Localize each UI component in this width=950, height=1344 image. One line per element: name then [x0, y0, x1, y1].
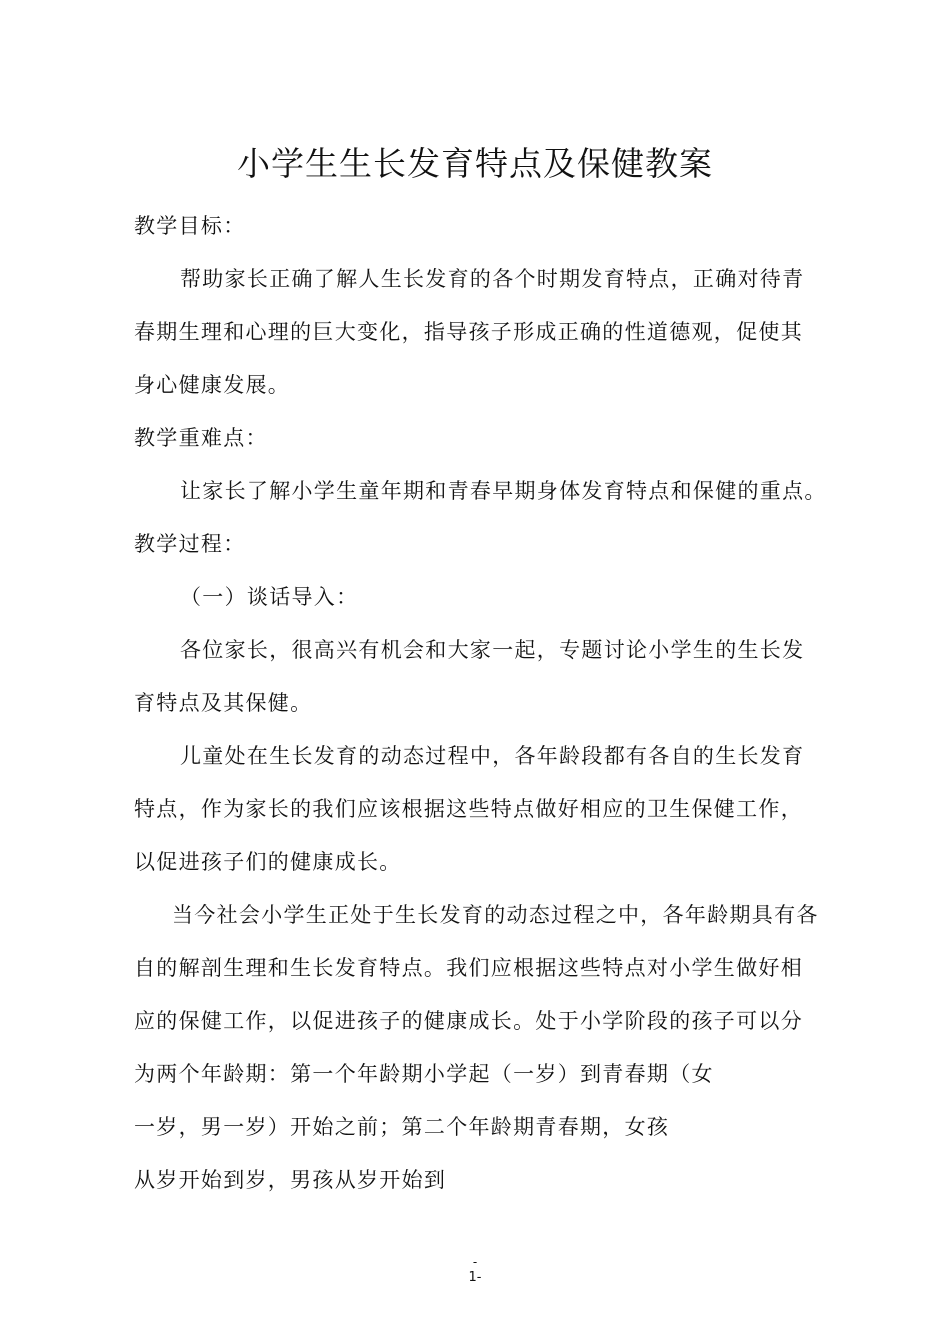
- paragraph-line: 帮助家长正确了解人生长发育的各个时期发育特点，正确对待青: [180, 267, 805, 291]
- paragraph-line: 自的解剖生理和生长发育特点。我们应根据这些特点对小学生做好相: [134, 956, 803, 980]
- paragraph-line: 育特点及其保健。: [134, 691, 313, 715]
- footer-dash: -: [472, 1255, 478, 1269]
- paragraph-line: 身心健康发展。: [134, 373, 291, 397]
- paragraph-line: 当今社会小学生正处于生长发育的动态过程之中，各年龄期具有各: [172, 903, 819, 927]
- paragraph-line: 应的保健工作，以促进孩子的健康成长。处于小学阶段的孩子可以分: [134, 1009, 803, 1033]
- paragraph-line: 一岁，男一岁）开始之前；第二个年龄期青春期，女孩: [134, 1115, 670, 1139]
- paragraph-line: 让家长了解小学生童年期和青春早期身体发育特点和保健的重点。: [180, 479, 827, 503]
- paragraph-line: 各位家长，很高兴有机会和大家一起，专题讨论小学生的生长发: [180, 638, 805, 662]
- page-number: 1-: [468, 1270, 482, 1285]
- heading-key-points: 教学重难点：: [134, 426, 268, 450]
- paragraph-line: 从岁开始到岁，男孩从岁开始到: [134, 1168, 447, 1192]
- heading-teaching-goals: 教学目标：: [134, 214, 246, 238]
- paragraph-line: 为两个年龄期：第一个年龄期小学起（一岁）到青春期（女: [134, 1062, 714, 1086]
- heading-teaching-process: 教学过程：: [134, 532, 246, 556]
- document-title: 小学生生长发育特点及保健教案: [237, 144, 713, 183]
- paragraph-line: 特点，作为家长的我们应该根据这些特点做好相应的卫生保健工作，: [134, 797, 803, 821]
- paragraph-line: 以促进孩子们的健康成长。: [134, 850, 402, 874]
- paragraph-line: 春期生理和心理的巨大变化，指导孩子形成正确的性道德观，促使其: [134, 320, 803, 344]
- paragraph-line: 儿童处在生长发育的动态过程中，各年龄段都有各自的生长发育: [180, 744, 805, 768]
- subheading-introduction: （一）谈话导入：: [180, 585, 359, 609]
